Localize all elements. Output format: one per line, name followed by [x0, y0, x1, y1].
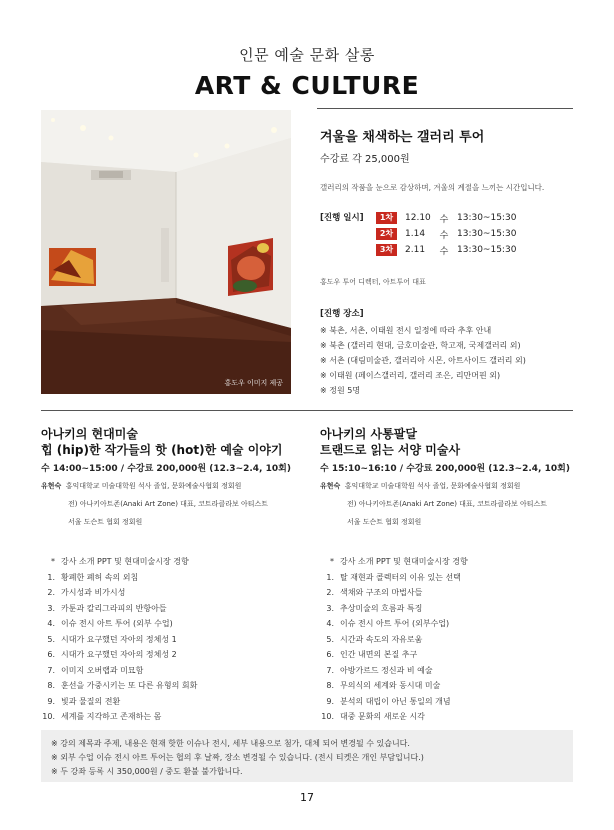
- schedule-label: [진행 일시]: [320, 213, 364, 223]
- venue-item: ※ 북촌 (갤러리 현대, 금호미술관, 학고재, 국제갤러리 외): [320, 341, 521, 350]
- lesson-item: * 강사 소개 PPT 및 현대미술시장 경향: [51, 557, 189, 566]
- lesson-item: 9. 분석의 대립이 아닌 통일의 개념: [326, 696, 451, 706]
- session-time: 13:30~15:30: [457, 229, 517, 239]
- gallery-interior-illustration: [41, 110, 291, 394]
- lesson-item: 8. 무의식의 세계와 동시대 미술: [326, 681, 441, 690]
- lecturer-bio: 서울 도슨트 협회 정회원: [68, 518, 143, 526]
- lesson-item: 1. 황폐한 폐허 속의 외침: [47, 572, 139, 582]
- lesson-item: 6. 시대가 요구했던 자아의 정체성 2: [47, 650, 177, 659]
- tour-guide: 홍도우 투어 디렉터, 아트투어 대표: [320, 278, 426, 286]
- session-date: 12.10: [405, 213, 431, 223]
- venue-label: [진행 장소]: [320, 309, 364, 319]
- note-item: ※ 외부 수업 이슈 전시 아트 투어는 협의 후 날짜, 장소 변경될 수 있습니다. (전시 티켓은 개인 부담입니다.): [51, 753, 424, 762]
- lesson-item: 3. 카툰과 칼리그라피의 반항아들: [47, 603, 167, 613]
- lecturer-bio: 전) 아나키아트존(Anaki Art Zone) 대표, 코트라클라보 아티스트: [347, 500, 547, 508]
- course-right: [320, 426, 590, 725]
- session-day: 수: [439, 246, 449, 257]
- course-info: 수 14:00~15:00 / 수강료 200,000원 (12.3~2.4, 10회): [41, 464, 291, 474]
- divider-top: [317, 108, 573, 109]
- lesson-item: 7. 아방가르드 정신과 비 예술: [326, 665, 433, 675]
- lecturer-name: 유현숙: [41, 482, 62, 490]
- course-left: [41, 426, 311, 725]
- session-time: 13:30~15:30: [457, 245, 517, 255]
- lecturer-bio: 전) 아나키아트존(Anaki Art Zone) 대표, 코트라클라보 아티스트: [68, 500, 268, 508]
- session-date: 2.11: [405, 245, 426, 255]
- note-item: ※ 강의 제목과 주제, 내용은 현재 핫한 이슈나 전시, 세부 내용으로 첨가, 대체 되어 변경될 수 있습니다.: [51, 739, 410, 748]
- tour-title: 겨울을 채색하는 갤러리 투어: [320, 130, 485, 145]
- lesson-item: 8. 훈선을 가중시키는 또 다른 유형의 회화: [47, 681, 198, 690]
- venue-item: ※ 북촌, 서촌, 이태원 전시 일정에 따라 추후 안내: [320, 326, 492, 335]
- session-date: 1.14: [405, 229, 426, 239]
- lesson-item: * 강사 소개 PPT 및 현대미술시장 경향: [330, 557, 468, 566]
- lecturer-bio: 홍익대학교 미술대학원 석사 졸업, 문화예술사협회 정회원: [344, 482, 521, 490]
- lecturer-name: 유현숙: [320, 482, 341, 490]
- lesson-item: 4. 이슈 전시 아트 투어 (외부 수업): [47, 619, 173, 628]
- lecturer-bio: 홍익대학교 미술대학원 석사 졸업, 문화예술사협회 정회원: [65, 482, 242, 490]
- course-title: 아나키의 사통팔달: [320, 427, 417, 441]
- venue-item: ※ 정원 5명: [320, 386, 361, 395]
- lesson-item: 6. 인간 내면의 본질 추구: [326, 650, 418, 659]
- page-number: 17: [300, 791, 314, 804]
- lesson-item: 9. 빛과 물질의 전환: [47, 696, 121, 706]
- lesson-item: 2. 색채와 구조의 마법사들: [326, 588, 423, 597]
- lesson-item: 4. 이슈 전시 아트 투어 (외부수업): [326, 619, 450, 628]
- lesson-item: 10. 대중 문화의 새로운 시각: [321, 712, 425, 721]
- course-subtitle: 힙 (hip)한 작가들의 핫 (hot)한 예술 이야기: [41, 443, 283, 457]
- notes-box: [41, 730, 573, 782]
- lesson-item: 10. 세계를 지각하고 존재하는 몸: [42, 712, 162, 721]
- photo-credit: 홍도우 이미지 제공: [224, 379, 283, 387]
- lesson-item: 3. 추상미술의 흐름과 특징: [326, 603, 423, 613]
- venue-list: [320, 323, 582, 398]
- lesson-item: 5. 시대가 요구했던 자아의 정체성 1: [47, 634, 177, 644]
- lesson-item: 1. 탈 재현과 콜렉터의 이유 있는 선택: [326, 572, 461, 582]
- page-header: [0, 44, 614, 100]
- course-subtitle: 트랜드로 읽는 서양 미술사: [320, 443, 461, 457]
- session-badge: 2차: [376, 228, 397, 240]
- course-info: 수 15:10~16:10 / 수강료 200,000원 (12.3~2.4, 10회): [320, 464, 570, 474]
- schedule-row: [376, 243, 582, 257]
- venue-item: ※ 서촌 (대림미술관, 갤러리아 시몬, 아트사이드 갤러리 외): [320, 356, 526, 365]
- lesson-list: [41, 554, 311, 725]
- note-item: ※ 두 강좌 등록 시 350,000원 / 중도 환불 불가합니다.: [51, 767, 243, 776]
- tour-schedule: [320, 211, 582, 257]
- schedule-row: [376, 211, 582, 225]
- lecturer-info: [320, 480, 590, 534]
- header-subtitle: 인문 예술 문화 살롱: [239, 46, 375, 64]
- session-day: 수: [439, 230, 449, 241]
- lecturer-bio: 서울 도슨트 협회 정회원: [347, 518, 422, 526]
- lecturer-info: [41, 480, 311, 534]
- header-title: ART & CULTURE: [194, 71, 420, 100]
- lesson-list: [320, 554, 590, 725]
- tour-description: 갤러리의 작품을 눈으로 감상하며, 겨울의 계절을 느끼는 시간입니다.: [320, 183, 545, 192]
- session-day: 수: [439, 214, 449, 225]
- session-time: 13:30~15:30: [457, 213, 517, 223]
- venue-item: ※ 이태원 (페이스갤러리, 갤러리 조은, 리만머핀 외): [320, 371, 501, 380]
- tour-price: 수강료 각 25,000원: [320, 154, 410, 165]
- course-title: 아나키의 현대미술: [41, 427, 138, 441]
- gallery-photo: [41, 110, 291, 394]
- schedule-row: [376, 227, 582, 241]
- lesson-item: 7. 이미지 오버랩과 미묘함: [47, 665, 144, 675]
- lesson-item: 2. 가시성과 비가시성: [47, 588, 126, 597]
- divider-middle: [41, 410, 573, 411]
- session-badge: 3차: [376, 244, 397, 256]
- gallery-tour-section: [320, 126, 582, 398]
- lesson-item: 5. 시간과 속도의 자유로움: [326, 634, 423, 644]
- session-badge: 1차: [376, 212, 397, 224]
